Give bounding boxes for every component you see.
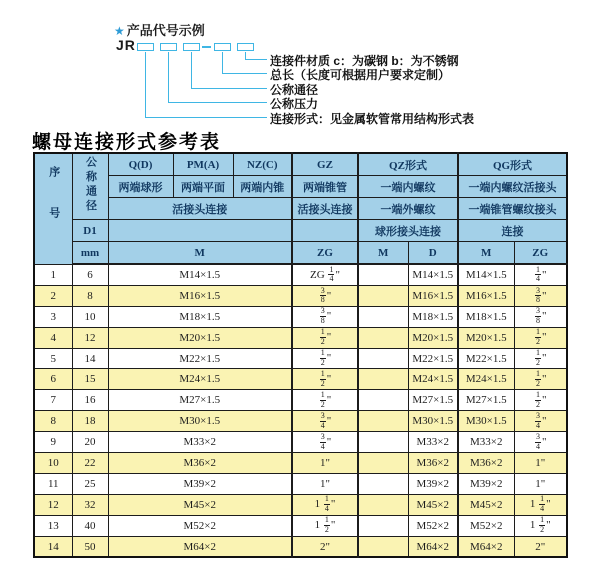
table-row [34,536,567,557]
table-cell: M14×1.5 [408,264,458,285]
header-d1: D1 [72,220,108,242]
table-cell: M18×1.5 [108,306,292,327]
table-cell: 9 [34,432,72,453]
table-cell: 1 [34,264,72,285]
table-cell: M16×1.5 [458,285,514,306]
table-row [34,306,567,327]
table-cell: $\frac{3}{4}$ " [292,432,358,453]
table-cell: 32 [72,494,108,515]
table-row [34,494,567,515]
table-cell: M36×2 [458,453,514,474]
header-external-thread: 一端外螺纹 [358,198,458,220]
table-cell: M18×1.5 [458,306,514,327]
table-row [34,432,567,453]
table-cell: M45×2 [408,494,458,515]
diagram-heading-text: 产品代号示例 [126,23,205,38]
table-cell: 14 [72,348,108,369]
table-cell: M27×1.5 [408,390,458,411]
header-group-qd: Q(D) [108,153,173,176]
header-end-union: 一端内螺纹活接头 [458,176,567,198]
table-cell: 20 [72,432,108,453]
table-cell: 1 $\frac{1}{4}$ " [292,494,358,515]
code-box-2 [160,43,177,51]
table-cell [358,515,408,536]
table-cell [358,473,408,494]
table-cell: M24×1.5 [458,369,514,390]
table-cell: 40 [72,515,108,536]
table-cell: 6 [34,369,72,390]
table-cell: M20×1.5 [108,327,292,348]
table-cell: 12 [72,327,108,348]
code-label-pressure: 公称压力 [270,97,319,111]
header-blank [292,220,358,242]
table-cell: M22×1.5 [108,348,292,369]
table-cell: M45×2 [458,494,514,515]
code-box-5 [237,43,254,51]
header-group-gz: GZ [292,153,358,176]
table-cell [358,432,408,453]
table-cell: ZG $\frac{1}{4}$ " [292,264,358,285]
table-cell: 2" [514,536,567,557]
table-cell [358,494,408,515]
table-cell: 1" [292,453,358,474]
table-cell: 8 [34,411,72,432]
table-cell: 11 [34,473,72,494]
table-cell: 22 [72,453,108,474]
table-cell: 15 [72,369,108,390]
table-cell: $\frac{1}{2}$ " [292,369,358,390]
table-cell: $\frac{1}{2}$ " [292,327,358,348]
header-end-taperpipe: 两端锥管 [292,176,358,198]
table-cell: M52×2 [108,515,292,536]
table-cell [358,306,408,327]
table-cell: M33×2 [408,432,458,453]
code-box-4 [214,43,231,51]
table-cell: $\frac{3}{8}$ " [292,285,358,306]
header-end-spherical: 两端球形 [108,176,173,198]
code-box-1 [137,43,154,51]
header-union-connection-gz: 活接头连接 [292,198,358,220]
table-cell: $\frac{1}{2}$ " [292,348,358,369]
table-cell: M30×1.5 [108,411,292,432]
table-cell: 1 $\frac{1}{2}$ " [514,515,567,536]
table-cell: $\frac{3}{8}$ " [514,285,567,306]
table-cell: M24×1.5 [108,369,292,390]
header-row-connection [34,198,567,220]
table-cell: M64×2 [458,536,514,557]
table-cell: M27×1.5 [458,390,514,411]
table-cell [358,411,408,432]
table-cell: 1 $\frac{1}{2}$ " [292,515,358,536]
table-cell: 1" [292,473,358,494]
header-zg: ZG [292,242,358,265]
table-cell: M16×1.5 [408,285,458,306]
header-qg-m: M [458,242,514,265]
nut-connection-table [33,152,568,558]
table-row [34,348,567,369]
table-cell: M22×1.5 [408,348,458,369]
table-cell: M27×1.5 [108,390,292,411]
header-group-pma: PM(A) [173,153,233,176]
header-group-qg: QG形式 [458,153,567,176]
table-cell [358,327,408,348]
header-qg-zg: ZG [514,242,567,265]
table-row [34,453,567,474]
table-cell [358,536,408,557]
code-label-diameter: 公称通径 [270,83,319,97]
table-cell: 10 [72,306,108,327]
table-cell: M39×2 [108,473,292,494]
table-cell: 16 [72,390,108,411]
connector-line [145,52,267,118]
header-row-endtype [34,176,567,198]
table-cell: $\frac{3}{8}$ " [292,306,358,327]
table-cell: M16×1.5 [108,285,292,306]
table-row [34,473,567,494]
table-cell [358,390,408,411]
table-cell: 5 [34,348,72,369]
table-cell: M30×1.5 [458,411,514,432]
table-cell: 25 [72,473,108,494]
header-qz-d: D [408,242,458,265]
table-cell: $\frac{1}{2}$ " [514,327,567,348]
table-cell: 1 $\frac{1}{4}$ " [514,494,567,515]
table-cell: M14×1.5 [108,264,292,285]
table-cell: M39×2 [408,473,458,494]
table-cell: M64×2 [108,536,292,557]
table-cell [358,369,408,390]
table-cell: 13 [34,515,72,536]
table-cell: M64×2 [408,536,458,557]
header-nominal-diameter: 公称通径 [72,153,108,220]
table-cell: 18 [72,411,108,432]
table-cell: M30×1.5 [408,411,458,432]
header-row-groups [34,153,567,176]
header-group-qz: QZ形式 [358,153,458,176]
table-cell: M39×2 [458,473,514,494]
table-cell: 6 [72,264,108,285]
header-end-internalthread: 一端内螺纹 [358,176,458,198]
table-cell: $\frac{3}{4}$ " [292,411,358,432]
table-cell: $\frac{1}{4}$ " [514,264,567,285]
table-row [34,390,567,411]
table-body [34,264,567,557]
header-end-innercone: 两端内锥 [233,176,292,198]
table-cell: 7 [34,390,72,411]
code-prefix: JR [116,37,136,53]
table-cell: $\frac{3}{4}$ " [514,411,567,432]
star-icon: ★ [114,24,125,38]
code-box-3 [183,43,200,51]
code-dash [202,46,211,48]
table-cell: $\frac{1}{2}$ " [292,390,358,411]
header-end-flat: 两端平面 [173,176,233,198]
table-cell: M52×2 [458,515,514,536]
table-row [34,411,567,432]
table-cell [358,285,408,306]
table-cell: 2" [292,536,358,557]
code-label-length: 总长（长度可根据用户要求定制） [270,68,451,82]
table-cell: 10 [34,453,72,474]
table-cell: M20×1.5 [408,327,458,348]
table-cell: M24×1.5 [408,369,458,390]
header-union-connection: 活接头连接 [108,198,292,220]
table-cell: 3 [34,306,72,327]
table-row [34,327,567,348]
table-cell: 1" [514,473,567,494]
table-cell: M20×1.5 [458,327,514,348]
header-blank [108,220,292,242]
table-cell: 50 [72,536,108,557]
header-group-nzc: NZ(C) [233,153,292,176]
header-spherical-joint: 球形接头连接 [358,220,458,242]
header-qz-m: M [358,242,408,265]
table-row [34,285,567,306]
header-serial: 序号 [34,153,72,264]
table-cell: M14×1.5 [458,264,514,285]
table-cell: M18×1.5 [408,306,458,327]
table-row [34,264,567,285]
table-cell: 4 [34,327,72,348]
product-code-diagram [0,0,600,128]
table-cell: $\frac{1}{2}$ " [514,390,567,411]
table-cell [358,264,408,285]
table-cell [358,348,408,369]
table-cell: M52×2 [408,515,458,536]
table-cell: M36×2 [408,453,458,474]
table-cell: 12 [34,494,72,515]
table-cell: $\frac{3}{4}$ " [514,432,567,453]
code-label-connection: 连接形式：见金属软管常用结构形式表 [270,112,475,126]
header-taper-thread-joint: 一端锥管螺纹接头 [458,198,567,220]
table-title: 螺母连接形式参考表 [32,131,222,153]
table-cell: 14 [34,536,72,557]
table-cell: $\frac{3}{8}$ " [514,306,567,327]
code-label-material: 连接件材质 c：为碳钢 b：为不锈钢 [270,54,459,68]
table-header [34,153,567,264]
header-connect: 连接 [458,220,567,242]
table-cell: M45×2 [108,494,292,515]
table-cell: 2 [34,285,72,306]
table-cell [358,453,408,474]
table-cell: $\frac{1}{2}$ " [514,369,567,390]
table-row [34,515,567,536]
header-row-units [34,242,567,265]
header-row-d1 [34,220,567,242]
header-mm: mm [72,242,108,265]
table-row [34,369,567,390]
table-cell: $\frac{1}{2}$ " [514,348,567,369]
table-cell: M33×2 [458,432,514,453]
table-cell: M22×1.5 [458,348,514,369]
table-cell: 8 [72,285,108,306]
table-cell: M36×2 [108,453,292,474]
table-cell: M33×2 [108,432,292,453]
table-cell: 1" [514,453,567,474]
header-m-wide: M [108,242,292,265]
